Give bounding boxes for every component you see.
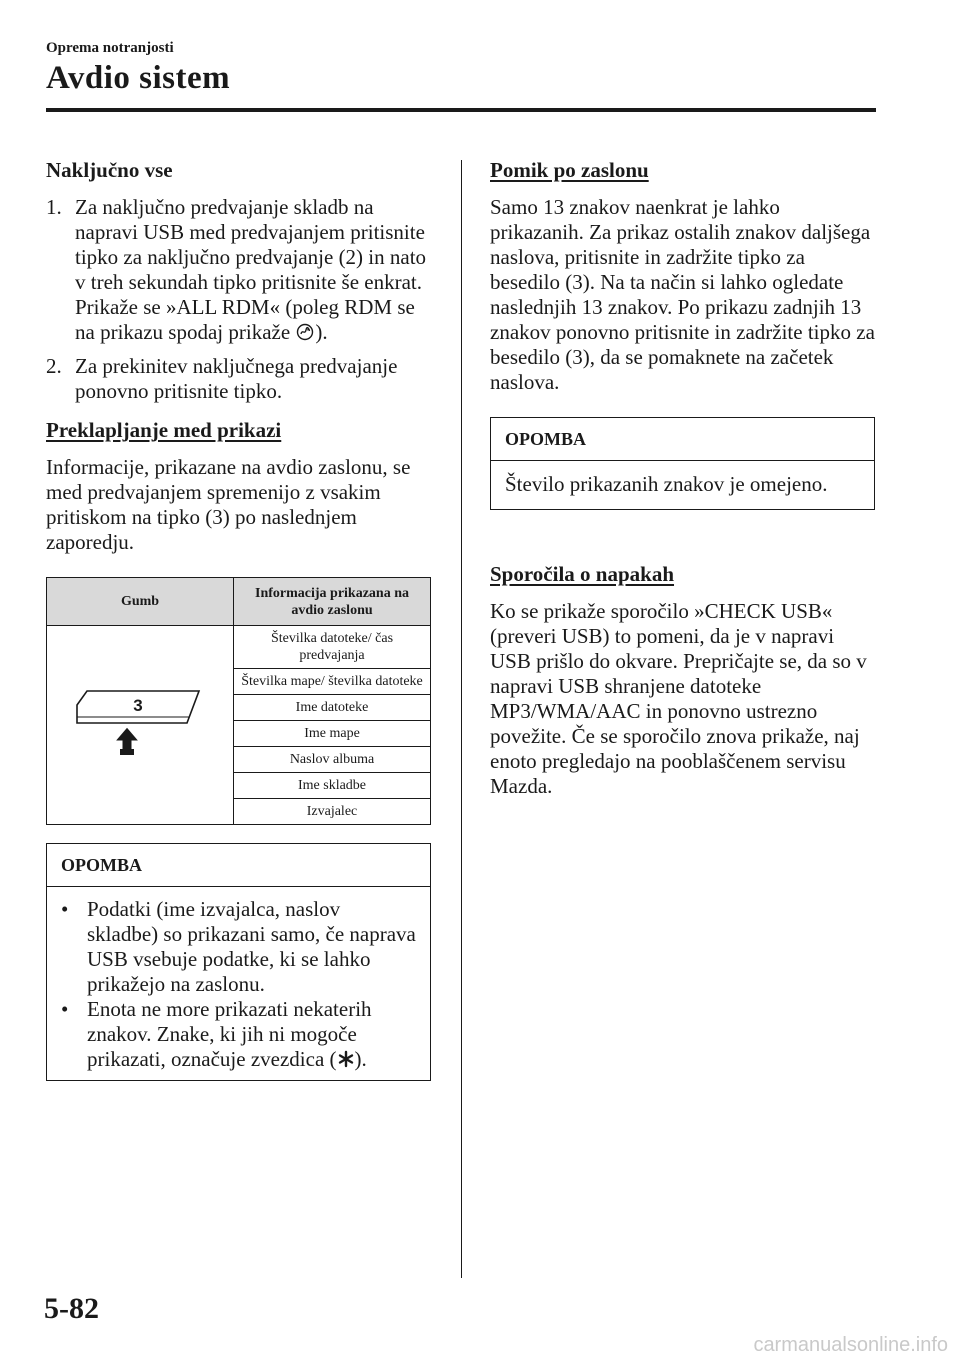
header-info: Informacija prikazana na avdio zaslonu — [234, 578, 431, 626]
table-cell: Ime skladbe — [234, 773, 431, 799]
button-illustration-cell — [47, 626, 234, 825]
note-bullets — [61, 897, 416, 1072]
note-box — [46, 843, 431, 1081]
left-column — [46, 158, 431, 1081]
step-text-end: ). — [315, 320, 328, 344]
header-button: Gumb — [47, 578, 234, 626]
random-disc-icon — [296, 323, 314, 341]
display-modes-table — [46, 577, 431, 825]
table-header-row — [47, 578, 431, 626]
table-cell: Naslov albuma — [234, 747, 431, 773]
list-item — [61, 997, 416, 1072]
note-title: OPOMBA — [491, 418, 874, 461]
note-title: OPOMBA — [47, 844, 430, 887]
title-rule — [46, 108, 876, 112]
step-text: Za prekinitev naključnega predvajanje ponovno pritisnite tipko. — [75, 354, 398, 403]
press-arrow-icon — [115, 727, 139, 755]
note-box-right — [490, 417, 875, 510]
switch-text: Informacije, prikazane na avdio zaslonu, se med predvajanjem spremenijo z vsakim pritiskom na tipko (3) po naslednjem zaporedju. — [46, 455, 411, 554]
table-cell: Ime datoteke — [234, 695, 431, 721]
right-column — [490, 158, 875, 799]
note-body — [491, 461, 874, 509]
switch-heading: Preklapljanje med prikazi — [46, 418, 282, 442]
section-label: Oprema notranjosti — [46, 40, 174, 56]
step-text: Za naključno predvajanje skladb na napravi USB med predvajanjem pritisnite tipko za naključno predvajanje (2) in nato v treh sekundah tipko pritisnite še enkrat. Prikaže se »ALL RDM« (poleg RDM se na prikazu spodaj prikaže — [75, 195, 427, 344]
note-bullet-text: Podatki (ime izvajalca, naslov skladbe) so prikazani samo, če naprava USB vsebuje podatke, ki se lahko prikažejo na zaslonu. — [87, 897, 416, 996]
table-cell: Ime mape — [234, 721, 431, 747]
asterisk-icon — [337, 1050, 355, 1068]
step-item — [46, 354, 431, 404]
column-divider — [461, 160, 462, 1278]
list-item — [61, 897, 416, 997]
error-heading: Sporočila o napakah — [490, 562, 675, 586]
note-bullet-text-end: ). — [354, 1047, 367, 1071]
table-cell: Številka mape/ številka datoteke — [234, 669, 431, 695]
table-row — [47, 626, 431, 669]
random-heading: Naključno vse — [46, 158, 173, 182]
step-item — [46, 195, 431, 345]
page-number: 5-82 — [44, 1292, 99, 1325]
error-text: Ko se prikaže sporočilo »CHECK USB« (preveri USB) to pomeni, da je v napravi USB prišlo do okvare. Prepričajte se, da so v napravi USB shranjene datoteke MP3/WMA/AAC in ponovno ustrezno povežite. Če se sporočilo znova prikaže, naj enoto pregledajo na pooblaščenem servisu Mazda. — [490, 599, 867, 798]
button-label: 3 — [133, 695, 143, 715]
button-3-illustration — [75, 687, 205, 759]
table-cell: Izvajalec — [234, 799, 431, 825]
step-number: 1. — [46, 195, 62, 219]
bullet-symbol: • — [61, 997, 69, 1021]
table-cell: Številka datoteke/ čas predvajanja — [234, 626, 431, 669]
note-text: Število prikazanih znakov je omejeno. — [505, 472, 828, 496]
scroll-heading: Pomik po zaslonu — [490, 158, 649, 182]
bullet-symbol: • — [61, 897, 69, 921]
page-title: Avdio sistem — [46, 60, 231, 96]
note-body — [47, 887, 430, 1080]
note-bullet-text: Enota ne more prikazati nekaterih znakov. Znake, ki jih ni mogoče prikazati, označuje zvezdica ( — [87, 997, 372, 1071]
step-number: 2. — [46, 354, 62, 378]
watermark: carmanualsonline.info — [753, 1334, 948, 1356]
scroll-text: Samo 13 znakov naenkrat je lahko prikazanih. Za prikaz ostalih znakov daljšega naslova, pritisnite in zadržite tipko za besedilo (3). Na ta način si lahko ogledate naslednjih 13 znakov. Po prikazu zadnjih 13 znakov ponovno pritisnite in zadržite tipko za besedilo (3), da se pomaknete na začetek naslova. — [490, 195, 875, 394]
random-steps — [46, 195, 431, 404]
